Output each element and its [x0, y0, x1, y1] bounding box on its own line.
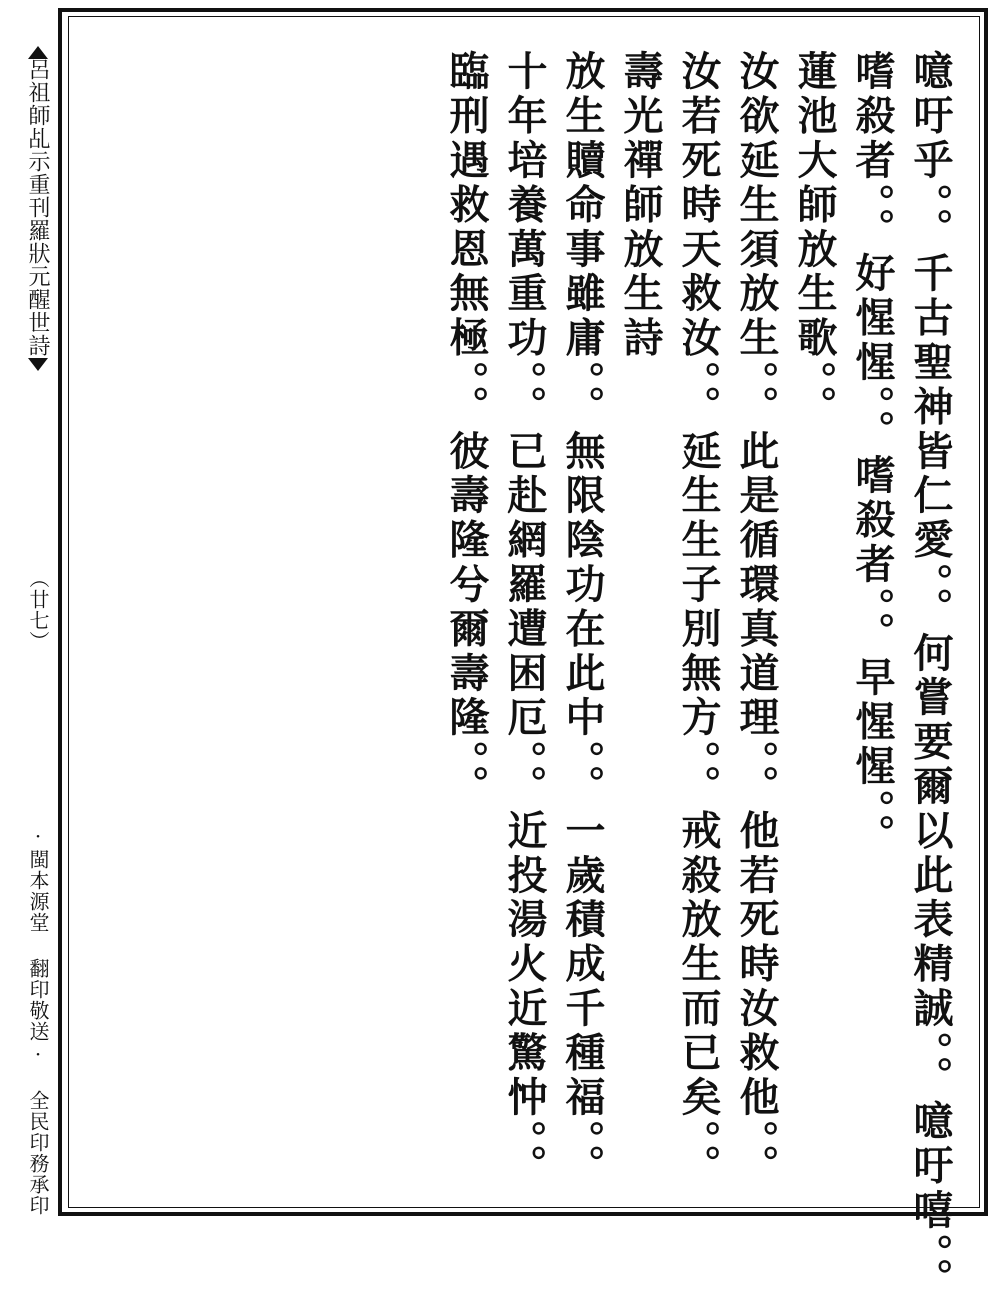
triangle-down-icon	[28, 358, 48, 371]
margin-strip	[22, 40, 56, 1220]
main-text	[430, 50, 960, 1302]
text-column: 臨刑遇救恩無極。。彼壽隆兮爾壽隆。。	[443, 50, 490, 810]
page-number: （廿七）	[26, 568, 50, 652]
text-column: 噫吁乎。。千古聖神皆仁愛。。何嘗要爾以此表精誠。。噫吁嘻。。	[907, 50, 954, 1302]
poem-heading: 蓮池大師放生歌。。	[791, 50, 838, 430]
text-column: 汝若死時天救汝。。延生生子別無方。。戒殺放生而已矣。。	[675, 50, 722, 1189]
text-column: 嗜殺者。。好惺惺。。嗜殺者。。早惺惺。。	[849, 50, 896, 858]
poem-heading: 壽光禪師放生詩	[617, 50, 664, 361]
text-column: 放生贖命事雖庸。。無限陰功在此中。。一歲積成千種福。。	[559, 50, 606, 1189]
publisher-note: ·閩本源堂 翻印敬送·	[26, 824, 50, 1067]
printer-note: 全民印務承印	[26, 1090, 50, 1216]
text-column: 汝欲延生須放生。。此是循環真道理。。他若死時汝救他。。	[733, 50, 780, 1189]
text-column: 十年培養萬重功。。已赴網羅遭困厄。。近投湯火近驚忡。。	[501, 50, 548, 1189]
book-title: 呂祖師乩示重刊羅狀元醒世詩	[25, 58, 50, 357]
